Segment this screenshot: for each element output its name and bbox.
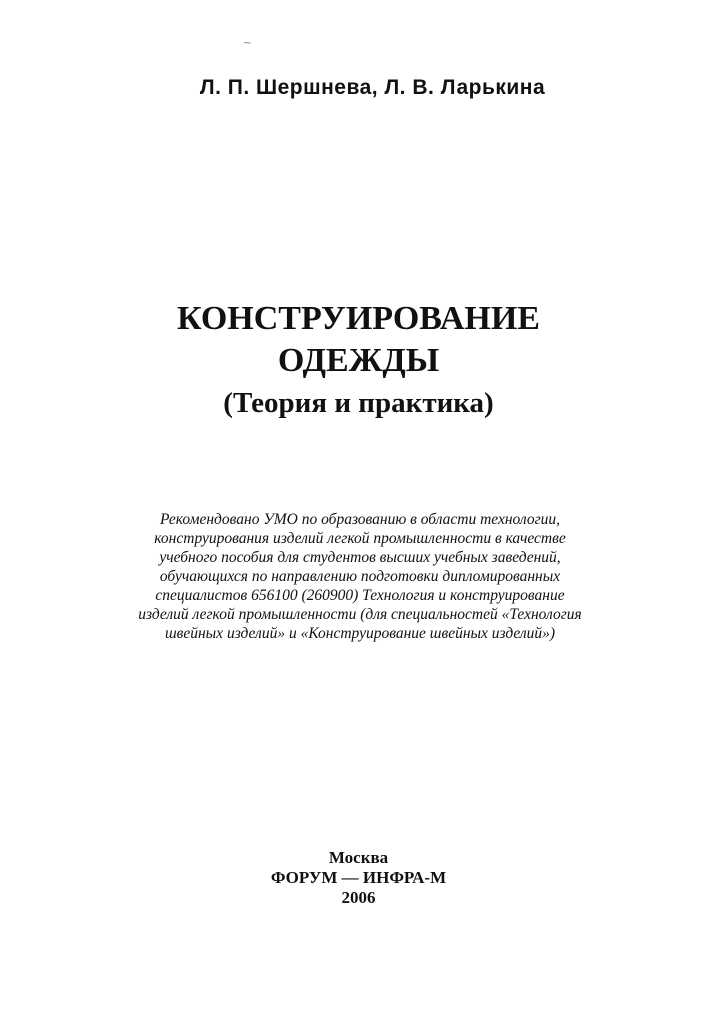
title-line-2: ОДЕЖДЫ	[277, 342, 440, 379]
imprint-year: 2006	[341, 888, 376, 907]
recommendation-line: специалистов 656100 (260900) Технология и конструирование	[155, 587, 565, 604]
recommendation-text	[40, 510, 680, 643]
authors: Л. П. Шершнева, Л. В. Ларькина	[199, 76, 546, 99]
recommendation-line: учебного пособия для студентов высших учебных заведений,	[159, 549, 561, 566]
book-subtitle: (Теория и практика)	[223, 387, 494, 419]
recommendation-line: изделий легкой промышленности (для специальностей «Технология	[138, 606, 582, 623]
title-line-1: КОНСТРУИРОВАНИЕ	[177, 300, 540, 337]
imprint-publisher: ФОРУМ — ИНФРА-М	[270, 868, 447, 887]
recommendation-line: швейных изделий» и «Конструирование швейных изделий»)	[164, 625, 556, 642]
imprint	[0, 848, 717, 908]
recommendation-line: Рекомендовано УМО по образованию в области технологии,	[159, 511, 561, 528]
book-title	[0, 298, 717, 422]
imprint-city: Москва	[328, 848, 389, 867]
scan-speck-mark: ~	[243, 38, 252, 49]
recommendation-line: конструирования изделий легкой промышленности в качестве	[154, 530, 566, 547]
recommendation-line: обучающихся по направлению подготовки дипломированных	[159, 568, 561, 585]
